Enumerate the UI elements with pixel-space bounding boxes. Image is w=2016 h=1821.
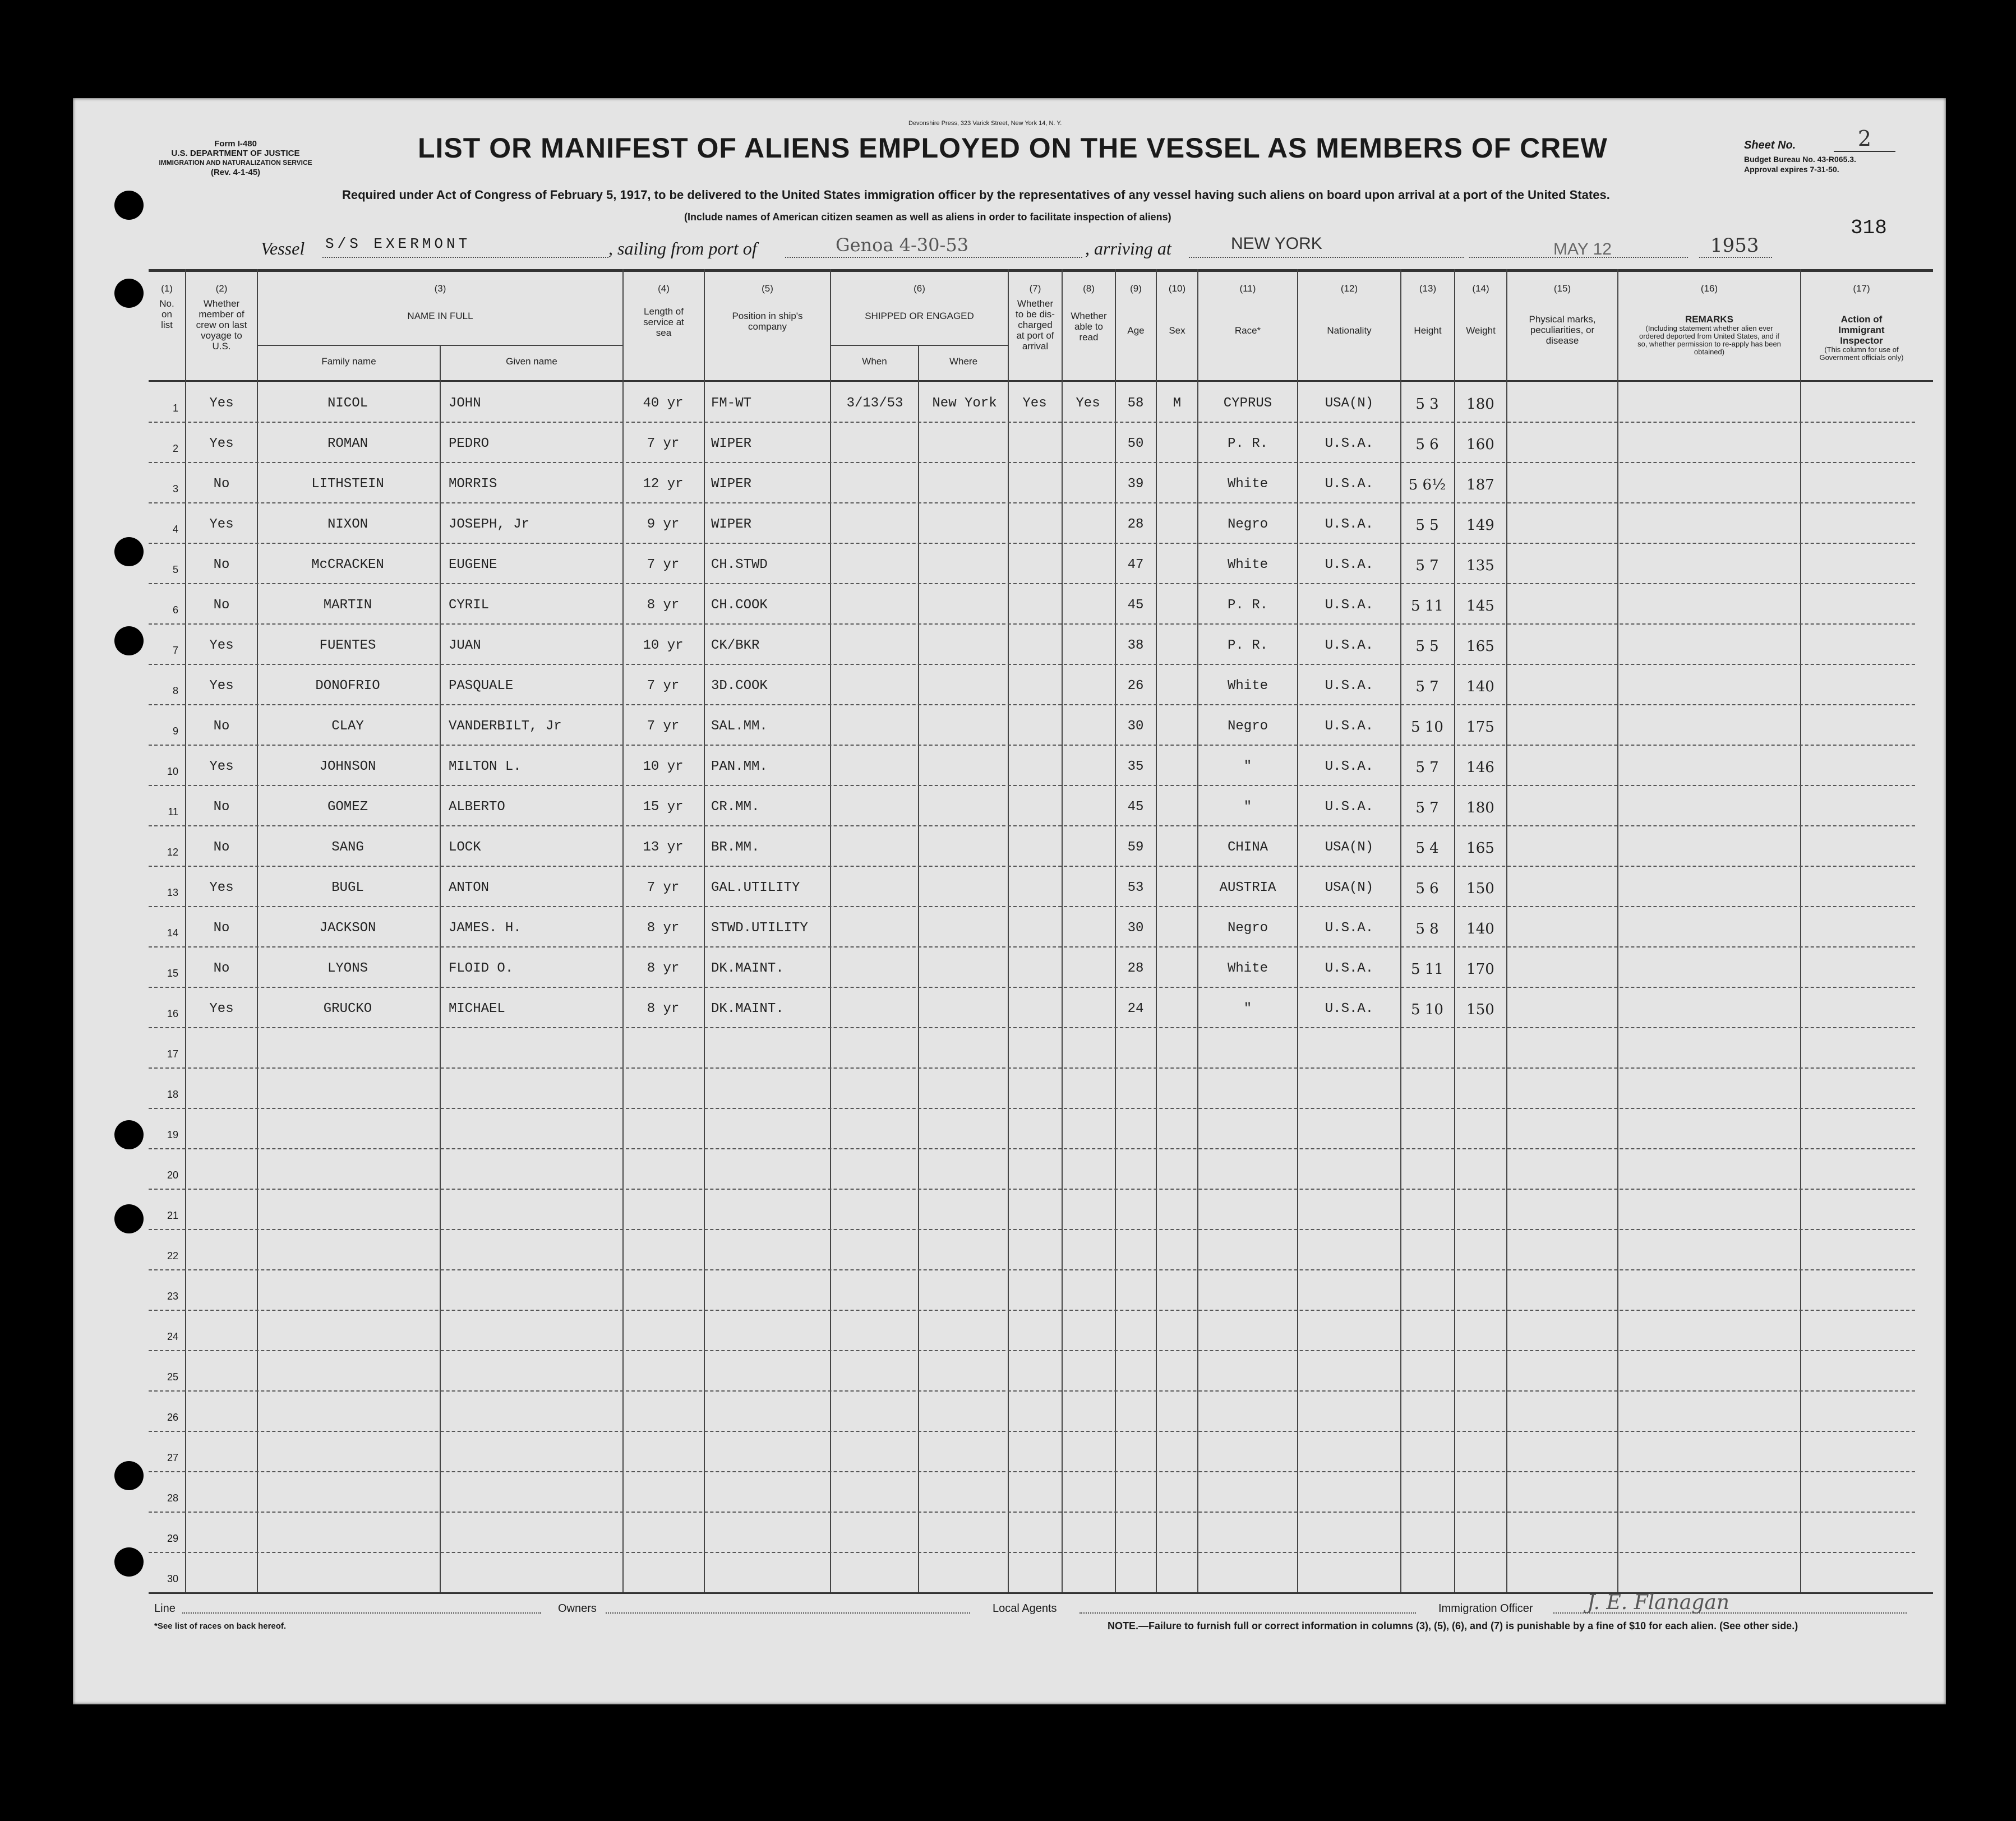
cell-weight: 146 (1466, 759, 1494, 776)
cell-given: PEDRO (449, 436, 490, 451)
cell-service: 10 yr (643, 638, 684, 653)
cell-given: ALBERTO (449, 799, 505, 815)
cell-service: 7 yr (647, 678, 680, 694)
cell-nationality: U.S.A. (1325, 678, 1374, 694)
vessel-underline (322, 257, 608, 258)
footer-owners-label: Owners (558, 1602, 597, 1615)
cell-service: 7 yr (647, 719, 680, 734)
cell-weight: 165 (1466, 638, 1494, 655)
cell-race: Negro (1227, 921, 1268, 936)
cell-read: Yes (1076, 396, 1100, 411)
cell-family: FUENTES (319, 638, 376, 653)
cell-given: PASQUALE (449, 678, 514, 694)
cell-family: JACKSON (319, 921, 376, 936)
cell-nationality: U.S.A. (1325, 1001, 1374, 1016)
cell-race: " (1243, 1001, 1252, 1016)
col-16-header: (16) REMARKS (Including statement whether alien ever ordered deported from United States, and if so, whether permission to re-apply has been obtained) (1637, 283, 1781, 356)
cell-position: SAL.MM. (711, 719, 768, 734)
stamp-number: 318 (1851, 216, 1887, 239)
cell-position: GAL.UTILITY (711, 880, 800, 895)
line-number: 27 (167, 1452, 178, 1463)
cell-service: 7 yr (647, 436, 680, 451)
cell-height: 5 7 (1415, 557, 1439, 574)
cell-race: White (1227, 961, 1268, 976)
punch-hole (114, 1120, 144, 1149)
cell-family: NICOL (327, 396, 368, 411)
col-10-header: (10) Sex (1168, 283, 1186, 336)
col-15-header: (15) Physical marks, peculiarities, or disease (1529, 283, 1596, 346)
col-7-header: (7) Whether to be dis-charged at port of arrival (1016, 283, 1055, 352)
col-14-header: (14) Weight (1466, 283, 1496, 336)
cell-weight: 150 (1466, 1001, 1494, 1018)
cell-no: 15 (167, 968, 178, 979)
punch-hole (114, 1204, 144, 1233)
cell-weight: 140 (1466, 921, 1494, 937)
line-number: 21 (167, 1210, 178, 1221)
cell-nationality: U.S.A. (1325, 638, 1374, 653)
cell-nationality: U.S.A. (1325, 961, 1374, 976)
cell-race: AUSTRIA (1219, 880, 1276, 895)
form-identifier: Form I-480 U.S. DEPARTMENT OF JUSTICE IMMIGRATION AND NATURALIZATION SERVICE (Rev. 4-1-45) (159, 139, 312, 177)
cell-last: No (213, 598, 230, 613)
cell-nationality: U.S.A. (1325, 759, 1374, 774)
cell-last: Yes (209, 517, 234, 532)
cell-service: 13 yr (643, 840, 684, 855)
cell-last: No (213, 557, 230, 572)
line-number: 25 (167, 1371, 178, 1383)
cell-no: 3 (172, 483, 178, 494)
cell-last: Yes (209, 436, 234, 451)
cell-position: PAN.MM. (711, 759, 768, 774)
cell-family: JOHNSON (319, 759, 376, 774)
punch-hole (114, 1461, 144, 1490)
cell-nationality: U.S.A. (1325, 477, 1374, 492)
cell-height: 5 4 (1415, 840, 1439, 857)
vessel-label: Vessel (261, 238, 305, 258)
cell-position: WIPER (711, 477, 752, 492)
cell-race: White (1227, 477, 1268, 492)
cell-family: BUGL (331, 880, 364, 895)
cell-service: 7 yr (647, 880, 680, 895)
cell-family: MARTIN (323, 598, 372, 613)
vessel-name: S/S EXERMONT (325, 235, 471, 252)
cell-no: 14 (167, 927, 178, 939)
cell-race: CYPRUS (1223, 396, 1272, 411)
cell-position: BR.MM. (711, 840, 760, 855)
cell-given: LOCK (449, 840, 481, 855)
cell-no: 2 (172, 443, 178, 454)
cell-no: 12 (167, 847, 178, 858)
cell-age: 45 (1127, 799, 1144, 815)
line-number: 26 (167, 1412, 178, 1423)
cell-discharged: Yes (1022, 396, 1047, 411)
cell-age: 30 (1127, 719, 1144, 734)
col-6-where: Where (949, 356, 978, 367)
cell-position: CH.COOK (711, 598, 768, 613)
cell-no: 8 (172, 685, 178, 696)
cell-height: 5 10 (1411, 1001, 1443, 1018)
cell-race: CHINA (1227, 840, 1268, 855)
col-17-header: (17) Action of Immigrant Inspector (This column for use of Government officials only) (1819, 283, 1904, 362)
col-1-header: (1) No. on list (159, 283, 174, 330)
punch-hole (114, 191, 144, 220)
col-4-header: (4) Length of service at sea (643, 283, 684, 338)
cell-race: Negro (1227, 719, 1268, 734)
cell-service: 12 yr (643, 477, 684, 492)
line-number: 23 (167, 1291, 178, 1302)
cell-service: 8 yr (647, 961, 680, 976)
cell-family: DONOFRIO (315, 678, 380, 694)
cell-last: No (213, 961, 230, 976)
cell-no: 5 (172, 564, 178, 575)
cell-service: 40 yr (643, 396, 684, 411)
cell-given: VANDERBILT, Jr (449, 719, 562, 734)
cell-weight: 187 (1466, 477, 1494, 493)
cell-no: 4 (172, 524, 178, 535)
cell-family: GOMEZ (327, 799, 368, 815)
cell-no: 9 (172, 725, 178, 737)
line-number: 30 (167, 1573, 178, 1584)
cell-nationality: U.S.A. (1325, 799, 1374, 815)
cell-age: 58 (1127, 396, 1144, 411)
sailing-label: , sailing from port of (608, 238, 757, 258)
cell-nationality: U.S.A. (1325, 436, 1374, 451)
cell-race: " (1243, 799, 1252, 815)
cell-position: FM-WT (711, 396, 752, 411)
cell-weight: 165 (1466, 840, 1494, 857)
cell-service: 9 yr (647, 517, 680, 532)
cell-nationality: USA(N) (1325, 880, 1374, 895)
cell-age: 59 (1127, 840, 1144, 855)
cell-weight: 160 (1466, 436, 1494, 453)
cell-sex: M (1173, 396, 1182, 411)
cell-race: " (1243, 759, 1252, 774)
cell-last: Yes (209, 759, 234, 774)
cell-height: 5 3 (1415, 396, 1439, 413)
cell-no: 11 (168, 806, 178, 817)
col-6-header: (6) SHIPPED OR ENGAGED (865, 283, 974, 321)
punch-hole (114, 1547, 144, 1577)
cell-service: 15 yr (643, 799, 684, 815)
cell-age: 30 (1127, 921, 1144, 936)
cell-race: White (1227, 678, 1268, 694)
line-number: 22 (167, 1250, 178, 1261)
line-number: 17 (167, 1048, 178, 1060)
port-underline (785, 257, 1082, 258)
col-11-header: (11) Race* (1234, 283, 1261, 336)
cell-age: 28 (1127, 961, 1144, 976)
penalty-note: NOTE.—Failure to furnish full or correct information in columns (3), (5), (6), and (7) is punishable by a fine of $10 for each alien. (See other side.) (1108, 1620, 1798, 1631)
cell-last: No (213, 921, 230, 936)
cell-family: ROMAN (327, 436, 368, 451)
cell-weight: 175 (1466, 719, 1494, 736)
officer-signature: J. E. Flanagan (1587, 1591, 1729, 1614)
cell-no: 7 (172, 645, 178, 656)
footer-agents-label: Local Agents (993, 1602, 1057, 1615)
cell-race: P. R. (1227, 598, 1268, 613)
punch-hole (114, 626, 144, 655)
arriving-label: , arriving at (1085, 238, 1171, 258)
col-3-given: Given name (506, 356, 557, 367)
cell-last: No (213, 719, 230, 734)
cell-given: MORRIS (449, 477, 497, 492)
punch-hole (114, 537, 144, 566)
cell-family: LITHSTEIN (311, 477, 384, 492)
cell-given: JOHN (449, 396, 481, 411)
cell-age: 28 (1127, 517, 1144, 532)
col-12-header: (12) Nationality (1327, 283, 1372, 336)
table-top-rule (149, 269, 1933, 272)
cell-last: No (213, 840, 230, 855)
col-5-header: (5) Position in ship's company (732, 283, 803, 332)
cell-given: FLOID O. (449, 961, 514, 976)
cell-service: 7 yr (647, 557, 680, 572)
cell-no: 16 (167, 1008, 178, 1019)
col-2-header: (2) Whether member of crew on last voyage to U.S. (196, 283, 247, 352)
cell-service: 10 yr (643, 759, 684, 774)
line-number: 19 (167, 1129, 178, 1140)
cell-when: 3/13/53 (846, 396, 903, 411)
cell-height: 5 6 (1415, 880, 1439, 897)
cell-height: 5 11 (1411, 598, 1443, 614)
cell-age: 26 (1127, 678, 1144, 694)
cell-family: CLAY (331, 719, 364, 734)
cell-no: 6 (172, 604, 178, 616)
budget-bureau: Budget Bureau No. 43-R065.3. (1744, 155, 1856, 164)
footer-officer-label: Immigration Officer (1438, 1602, 1533, 1615)
cell-position: CH.STWD (711, 557, 768, 572)
cell-age: 45 (1127, 598, 1144, 613)
cell-weight: 145 (1466, 598, 1494, 614)
cell-race: White (1227, 557, 1268, 572)
cell-position: 3D.COOK (711, 678, 768, 694)
line-number: 20 (167, 1170, 178, 1181)
cell-where: New York (932, 396, 997, 411)
cell-no: 1 (172, 403, 178, 414)
cell-given: CYRIL (449, 598, 490, 613)
cell-age: 38 (1127, 638, 1144, 653)
cell-family: NIXON (327, 517, 368, 532)
cell-no: 13 (167, 887, 178, 898)
cell-last: No (213, 477, 230, 492)
cell-age: 50 (1127, 436, 1144, 451)
cell-position: DK.MAINT. (711, 1001, 784, 1016)
cell-race: Negro (1227, 517, 1268, 532)
cell-last: Yes (209, 638, 234, 653)
cell-position: STWD.UTILITY (711, 921, 808, 936)
races-note: *See list of races on back hereof. (154, 1621, 287, 1631)
subtitle-note: (Include names of American citizen seamen as well as aliens in order to facilitate inspection of aliens) (684, 211, 1171, 223)
cell-weight: 180 (1466, 799, 1494, 816)
cell-weight: 135 (1466, 557, 1494, 574)
approval-expiry: Approval expires 7-31-50. (1744, 165, 1839, 174)
cell-last: No (213, 799, 230, 815)
cell-nationality: USA(N) (1325, 396, 1374, 411)
cell-service: 8 yr (647, 1001, 680, 1016)
cell-given: EUGENE (449, 557, 497, 572)
cell-no: 10 (167, 766, 178, 777)
cell-height: 5 5 (1415, 638, 1439, 655)
cell-weight: 150 (1466, 880, 1494, 897)
cell-nationality: U.S.A. (1325, 719, 1374, 734)
cell-race: P. R. (1227, 638, 1268, 653)
col-3-header: (3) NAME IN FULL (407, 283, 473, 321)
cell-service: 8 yr (647, 921, 680, 936)
cell-position: WIPER (711, 436, 752, 451)
sheet-label: Sheet No. (1744, 139, 1796, 151)
cell-given: JUAN (449, 638, 481, 653)
col-9-header: (9) Age (1127, 283, 1145, 336)
line-number: 24 (167, 1331, 178, 1342)
cell-nationality: U.S.A. (1325, 517, 1374, 532)
cell-position: CK/BKR (711, 638, 760, 653)
cell-given: MICHAEL (449, 1001, 505, 1016)
cell-nationality: USA(N) (1325, 840, 1374, 855)
arrival-date: MAY 12 (1553, 240, 1612, 258)
cell-position: DK.MAINT. (711, 961, 784, 976)
col-13-header: (13) Height (1414, 283, 1442, 336)
subtitle: Required under Act of Congress of February 5, 1917, to be delivered to the United States immigration officer by the representatives of any vessel having such aliens on board upon arrival at a port of the United States. (342, 188, 1610, 202)
cell-height: 5 7 (1415, 799, 1439, 816)
header-bottom-rule (149, 380, 1933, 382)
sheet-number: 2 (1834, 126, 1895, 152)
page-title: LIST OR MANIFEST OF ALIENS EMPLOYED ON THE VESSEL AS MEMBERS OF CREW (418, 132, 1608, 164)
col-3-family: Family name (321, 356, 376, 367)
cell-given: MILTON L. (449, 759, 522, 774)
cell-service: 8 yr (647, 598, 680, 613)
cell-family: SANG (331, 840, 364, 855)
cell-weight: 170 (1466, 961, 1494, 978)
cell-weight: 149 (1466, 517, 1494, 534)
cell-position: CR.MM. (711, 799, 760, 815)
punch-hole (114, 279, 144, 308)
cell-last: Yes (209, 1001, 234, 1016)
cell-given: ANTON (449, 880, 490, 895)
cell-last: Yes (209, 880, 234, 895)
line-number: 28 (167, 1492, 178, 1504)
arrival-underline (1189, 257, 1464, 258)
col-8-header: (8) Whether able to read (1071, 283, 1107, 343)
printer-line: Devonshire Press, 323 Varick Street, New York 14, N. Y. (908, 120, 1062, 127)
cell-age: 35 (1127, 759, 1144, 774)
cell-weight: 180 (1466, 396, 1494, 413)
cell-height: 5 10 (1411, 719, 1443, 736)
cell-nationality: U.S.A. (1325, 557, 1374, 572)
cell-height: 5 5 (1415, 517, 1439, 534)
cell-height: 5 6 (1415, 436, 1439, 453)
cell-height: 5 8 (1415, 921, 1439, 937)
cell-height: 5 7 (1415, 678, 1439, 695)
cell-nationality: U.S.A. (1325, 598, 1374, 613)
cell-age: 47 (1127, 557, 1144, 572)
col-6-when: When (862, 356, 887, 367)
arrival-port: NEW YORK (1231, 234, 1322, 253)
cell-family: LYONS (327, 961, 368, 976)
cell-age: 53 (1127, 880, 1144, 895)
cell-weight: 140 (1466, 678, 1494, 695)
cell-age: 39 (1127, 477, 1144, 492)
cell-race: P. R. (1227, 436, 1268, 451)
line-number: 29 (167, 1533, 178, 1544)
line-number: 18 (167, 1089, 178, 1100)
cell-family: GRUCKO (323, 1001, 372, 1016)
cell-position: WIPER (711, 517, 752, 532)
cell-height: 5 7 (1415, 759, 1439, 776)
date-underline (1469, 257, 1688, 258)
arrival-year: 1953 (1710, 234, 1759, 257)
cell-height: 5 11 (1411, 961, 1443, 978)
cell-given: JOSEPH, Jr (449, 517, 530, 532)
cell-family: McCRACKEN (311, 557, 384, 572)
cell-nationality: U.S.A. (1325, 921, 1374, 936)
cell-last: Yes (209, 678, 234, 694)
departure-port: Genoa 4-30-53 (836, 234, 969, 256)
year-underline (1699, 257, 1772, 258)
cell-given: JAMES. H. (449, 921, 522, 936)
cell-last: Yes (209, 396, 234, 411)
cell-age: 24 (1127, 1001, 1144, 1016)
cell-height: 5 6½ (1408, 477, 1446, 493)
footer-line-label: Line (154, 1602, 176, 1615)
